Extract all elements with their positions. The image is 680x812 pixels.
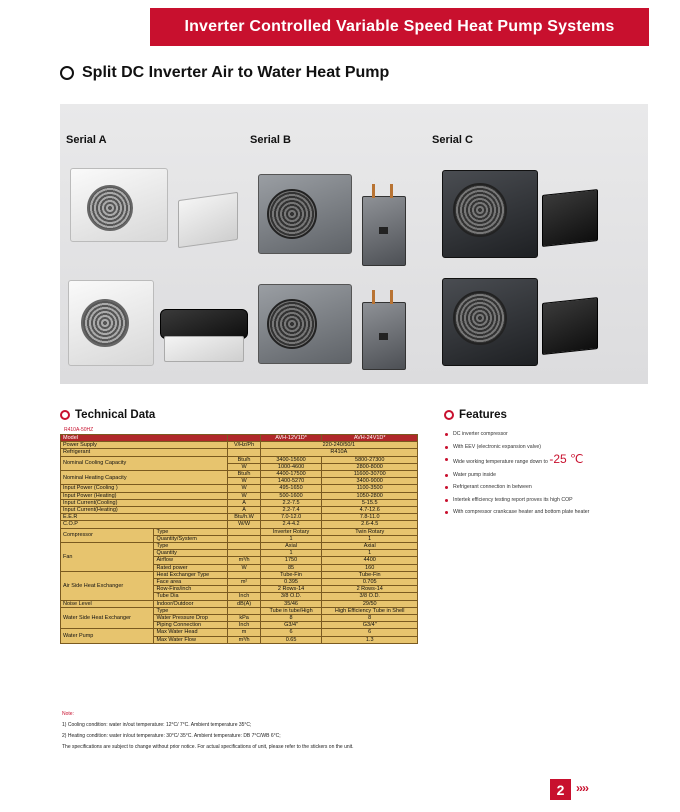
serial-a-outdoor-unit-2-image bbox=[68, 280, 154, 366]
technical-data-table bbox=[60, 434, 418, 644]
table-cell: Btu/h bbox=[228, 456, 260, 463]
table-cell: 495-1650 bbox=[260, 485, 322, 492]
table-cell: Row-Fins/inch bbox=[154, 586, 228, 593]
note-line: 2) Heating condition: water in/out temperature: 30°C/ 35°C. Ambient temperature: DB 7°C/WB 6°C; bbox=[62, 733, 281, 739]
features-title bbox=[444, 409, 507, 421]
table-cell: Water Side Heat Exchanger bbox=[61, 607, 154, 629]
min-temperature-value: -25 ℃ bbox=[549, 452, 584, 466]
table-cell: W bbox=[228, 492, 260, 499]
bullet-dot-icon bbox=[445, 446, 448, 449]
feature-item bbox=[444, 472, 644, 479]
table-cell: Quantity/System bbox=[154, 535, 228, 542]
table-cell: 4.7-12.6 bbox=[322, 507, 418, 514]
serial-b-outdoor-unit-2-image bbox=[258, 284, 352, 364]
product-gallery bbox=[60, 104, 648, 384]
table-cell: AVH-12V1D* bbox=[260, 435, 322, 442]
table-cell: Indoor/Outdoor bbox=[154, 600, 228, 607]
feature-item bbox=[444, 452, 644, 466]
features-list bbox=[444, 431, 644, 522]
circle-bullet-icon bbox=[444, 410, 454, 420]
table-cell: Max Water Head bbox=[154, 629, 228, 636]
table-cell: Type bbox=[154, 607, 228, 614]
table-cell: Btu/h.W bbox=[228, 514, 260, 521]
table-cell: Water Pressure Drop bbox=[154, 615, 228, 622]
table-cell: m bbox=[228, 629, 260, 636]
table-cell: 3/8 O.D. bbox=[322, 593, 418, 600]
table-row bbox=[61, 600, 418, 607]
feature-item bbox=[444, 484, 644, 491]
table-cell: V/Hz/Ph bbox=[228, 442, 260, 449]
table-cell: 6 bbox=[322, 629, 418, 636]
table-cell: 35/46 bbox=[260, 600, 322, 607]
fan-grille-icon bbox=[453, 183, 507, 237]
table-cell: Rated power bbox=[154, 564, 228, 571]
table-cell: Inverter Rotary bbox=[260, 528, 322, 535]
serial-c-outdoor-unit-image bbox=[442, 170, 538, 258]
table-cell: 1400-5270 bbox=[260, 478, 322, 485]
table-cell: 0.65 bbox=[260, 636, 322, 643]
table-cell: 1050-2800 bbox=[322, 492, 418, 499]
table-cell: W bbox=[228, 463, 260, 470]
table-row bbox=[61, 492, 418, 499]
table-cell: Tube Dia bbox=[154, 593, 228, 600]
table-cell bbox=[228, 449, 260, 456]
table-cell: 1 bbox=[322, 550, 418, 557]
table-cell: Heat Exchanger Type bbox=[154, 571, 228, 578]
control-panel-icon bbox=[379, 227, 388, 234]
serial-a-indoor-unit-2-image bbox=[160, 309, 248, 339]
table-cell: High Efficiency Tube in Shell bbox=[322, 607, 418, 614]
page-number: 2 bbox=[550, 779, 571, 800]
table-cell bbox=[228, 571, 260, 578]
notes-label: Note: bbox=[62, 711, 74, 717]
table-cell: Inch bbox=[228, 622, 260, 629]
fan-grille-icon bbox=[267, 299, 317, 349]
table-row bbox=[61, 543, 418, 550]
table-cell: 3/8 O.D. bbox=[260, 593, 322, 600]
table-cell: Nominal Heating Capacity bbox=[61, 471, 228, 485]
notes-block bbox=[62, 709, 622, 753]
circle-bullet-icon bbox=[60, 66, 74, 80]
table-cell: Input Power (Cooling ) bbox=[61, 485, 228, 492]
table-cell: Refrigerant bbox=[61, 449, 228, 456]
table-cell: W/W bbox=[228, 521, 260, 528]
table-cell: W bbox=[228, 485, 260, 492]
table-cell: Tube-Fin bbox=[260, 571, 322, 578]
serial-b-hydro-box-2-image bbox=[362, 302, 406, 370]
table-cell: Inch bbox=[228, 593, 260, 600]
table-row bbox=[61, 456, 418, 463]
table-cell: A bbox=[228, 499, 260, 506]
table-cell: kPa bbox=[228, 615, 260, 622]
table-cell: 2.4-4.2 bbox=[260, 521, 322, 528]
table-cell bbox=[228, 535, 260, 542]
header-banner: Inverter Controlled Variable Speed Heat Pump Systems bbox=[150, 8, 649, 46]
pipe-icon bbox=[390, 184, 393, 198]
table-cell: G3/4" bbox=[260, 622, 322, 629]
circle-bullet-icon bbox=[60, 410, 70, 420]
technical-data-title-text: Technical Data bbox=[75, 409, 156, 421]
serial-b-label: Serial B bbox=[250, 134, 291, 146]
table-cell bbox=[228, 543, 260, 550]
table-row bbox=[61, 528, 418, 535]
feature-text: DC inverter compressor bbox=[453, 431, 508, 437]
feature-item bbox=[444, 431, 644, 438]
subtitle-text: Split DC Inverter Air to Water Heat Pump bbox=[82, 64, 390, 81]
table-cell: Piping Connection bbox=[154, 622, 228, 629]
table-cell: 500-1600 bbox=[260, 492, 322, 499]
table-cell: 2800-8000 bbox=[322, 463, 418, 470]
table-cell bbox=[228, 435, 260, 442]
serial-a-label: Serial A bbox=[66, 134, 107, 146]
bullet-dot-icon bbox=[445, 433, 448, 436]
table-cell: m² bbox=[228, 579, 260, 586]
table-cell: E.E.R bbox=[61, 514, 228, 521]
table-cell: 7.8-11.0 bbox=[322, 514, 418, 521]
pipe-icon bbox=[390, 290, 393, 304]
table-cell: W bbox=[228, 478, 260, 485]
table-cell: W bbox=[228, 564, 260, 571]
table-cell: Tube-Fin bbox=[322, 571, 418, 578]
serial-c-hydro-box-2-image bbox=[542, 297, 598, 355]
table-row bbox=[61, 507, 418, 514]
feature-text: With EEV (electronic expansion valve) bbox=[453, 443, 541, 450]
table-cell: 3400-9000 bbox=[322, 478, 418, 485]
table-row bbox=[61, 442, 418, 449]
table-cell: 1100-3500 bbox=[322, 485, 418, 492]
table-cell: Quantity bbox=[154, 550, 228, 557]
table-cell: 7.0-12.0 bbox=[260, 514, 322, 521]
table-cell: Max Water Flow bbox=[154, 636, 228, 643]
table-cell bbox=[228, 528, 260, 535]
note-line: 1) Cooling condition: water in/out temperature: 12°C/ 7°C. Ambient temperature 35°C; bbox=[62, 722, 252, 728]
table-row bbox=[61, 449, 418, 456]
table-cell: 29/50 bbox=[322, 600, 418, 607]
table-row bbox=[61, 499, 418, 506]
table-row bbox=[61, 521, 418, 528]
feature-text: Water pump inside bbox=[453, 471, 497, 478]
fan-grille-icon bbox=[453, 291, 507, 345]
table-cell: 4400 bbox=[322, 557, 418, 564]
table-cell: 1.3 bbox=[322, 636, 418, 643]
bullet-dot-icon bbox=[445, 511, 448, 514]
table-cell: 1 bbox=[260, 550, 322, 557]
table-cell: 2.6-4.5 bbox=[322, 521, 418, 528]
table-cell: Power Supply bbox=[61, 442, 228, 449]
serial-a-indoor-base-image bbox=[164, 336, 244, 362]
table-cell: 5-15.5 bbox=[322, 499, 418, 506]
table-cell: R410A bbox=[260, 449, 417, 456]
table-row bbox=[61, 471, 418, 478]
table-cell: Tube in tube/High bbox=[260, 607, 322, 614]
table-cell: 85 bbox=[260, 564, 322, 571]
bullet-dot-icon bbox=[445, 486, 448, 489]
table-header-row bbox=[61, 435, 418, 442]
fan-grille-icon bbox=[81, 299, 129, 347]
table-cell bbox=[228, 607, 260, 614]
pipe-icon bbox=[372, 184, 375, 198]
table-cell: m³/h bbox=[228, 557, 260, 564]
table-cell: 4400-17500 bbox=[260, 471, 322, 478]
bullet-dot-icon bbox=[445, 499, 448, 502]
table-cell: 2.2-7.5 bbox=[260, 499, 322, 506]
table-cell: G3/4" bbox=[322, 622, 418, 629]
table-cell: Noise Level bbox=[61, 600, 154, 607]
control-panel-icon bbox=[379, 333, 388, 340]
serial-a-indoor-unit-image bbox=[178, 192, 238, 248]
table-row bbox=[61, 629, 418, 636]
table-cell: 2.2-7.4 bbox=[260, 507, 322, 514]
table-cell: Model bbox=[61, 435, 228, 442]
serial-a-outdoor-unit-image bbox=[70, 168, 168, 242]
table-cell: Water Pump bbox=[61, 629, 154, 643]
page-subtitle bbox=[60, 64, 389, 82]
table-cell: 160 bbox=[322, 564, 418, 571]
table-cell: Airflow bbox=[154, 557, 228, 564]
table-cell: 1750 bbox=[260, 557, 322, 564]
table-cell: Input Current(Heating) bbox=[61, 507, 228, 514]
fan-grille-icon bbox=[87, 185, 133, 231]
table-cell: 2 Rows-14 bbox=[322, 586, 418, 593]
table-cell: 1 bbox=[322, 535, 418, 542]
serial-b-hydro-box-image bbox=[362, 196, 406, 266]
bullet-dot-icon bbox=[445, 474, 448, 477]
feature-item bbox=[444, 509, 644, 516]
table-cell: dB(A) bbox=[228, 600, 260, 607]
feature-text: Wide working temperature range down to bbox=[453, 459, 548, 465]
table-cell: m³/h bbox=[228, 636, 260, 643]
table-cell: 0.395 bbox=[260, 579, 322, 586]
table-cell: Axial bbox=[322, 543, 418, 550]
feature-item bbox=[444, 444, 644, 451]
feature-item bbox=[444, 497, 644, 504]
table-cell: 0.705 bbox=[322, 579, 418, 586]
technical-data-title bbox=[60, 409, 155, 421]
serial-c-hydro-box-image bbox=[542, 189, 598, 247]
table-cell: C.O.P bbox=[61, 521, 228, 528]
table-cell: 1000-4600 bbox=[260, 463, 322, 470]
table-row bbox=[61, 485, 418, 492]
table-cell: Air Side Heat Exchanger bbox=[61, 571, 154, 600]
table-cell: Input Current(Cooling) bbox=[61, 499, 228, 506]
table-cell: 11600-30700 bbox=[322, 471, 418, 478]
table-cell: Compressor bbox=[61, 528, 154, 542]
table-cell: Nominal Cooling Capacity bbox=[61, 456, 228, 470]
serial-c-label: Serial C bbox=[432, 134, 473, 146]
next-arrows-icon: ›››› bbox=[576, 781, 588, 795]
table-cell: 6 bbox=[260, 629, 322, 636]
table-cell: AVH-24V1D* bbox=[322, 435, 418, 442]
table-cell: Face area bbox=[154, 579, 228, 586]
table-cell: A bbox=[228, 507, 260, 514]
bullet-dot-icon bbox=[445, 458, 448, 461]
table-cell: 2 Rows-14 bbox=[260, 586, 322, 593]
table-cell: Type bbox=[154, 528, 228, 535]
table-cell: 1 bbox=[260, 535, 322, 542]
pipe-icon bbox=[372, 290, 375, 304]
table-row bbox=[61, 571, 418, 578]
refrigerant-frequency-tag: R410A-50HZ bbox=[64, 427, 94, 433]
table-cell: 8 bbox=[260, 615, 322, 622]
table-row bbox=[61, 514, 418, 521]
table-cell: Axial bbox=[260, 543, 322, 550]
serial-c-outdoor-unit-2-image bbox=[442, 278, 538, 366]
feature-text: With compressor crankcase heater and bottom plate heater bbox=[453, 509, 590, 515]
table-cell: Btu/h bbox=[228, 471, 260, 478]
table-row bbox=[61, 607, 418, 614]
features-title-text: Features bbox=[459, 409, 507, 421]
table-cell: 5800-27300 bbox=[322, 456, 418, 463]
feature-text: Refrigerant connection in between bbox=[453, 484, 532, 490]
fan-grille-icon bbox=[267, 189, 317, 239]
table-cell: Type bbox=[154, 543, 228, 550]
table-cell: Fan bbox=[61, 543, 154, 572]
serial-b-outdoor-unit-image bbox=[258, 174, 352, 254]
table-cell: 8 bbox=[322, 615, 418, 622]
table-cell: Twin Rotary bbox=[322, 528, 418, 535]
table-cell bbox=[228, 550, 260, 557]
note-line: The specifications are subject to change without prior notice. For actual specifications of unit, please refer to the stickers on the unit. bbox=[62, 744, 354, 750]
table-cell: 220-240/50/1 bbox=[260, 442, 417, 449]
table-cell: Input Power (Heating) bbox=[61, 492, 228, 499]
feature-text: Intertek efficiency testing report proves its high COP bbox=[453, 496, 573, 503]
table-cell bbox=[228, 586, 260, 593]
table-cell: 3400-15600 bbox=[260, 456, 322, 463]
